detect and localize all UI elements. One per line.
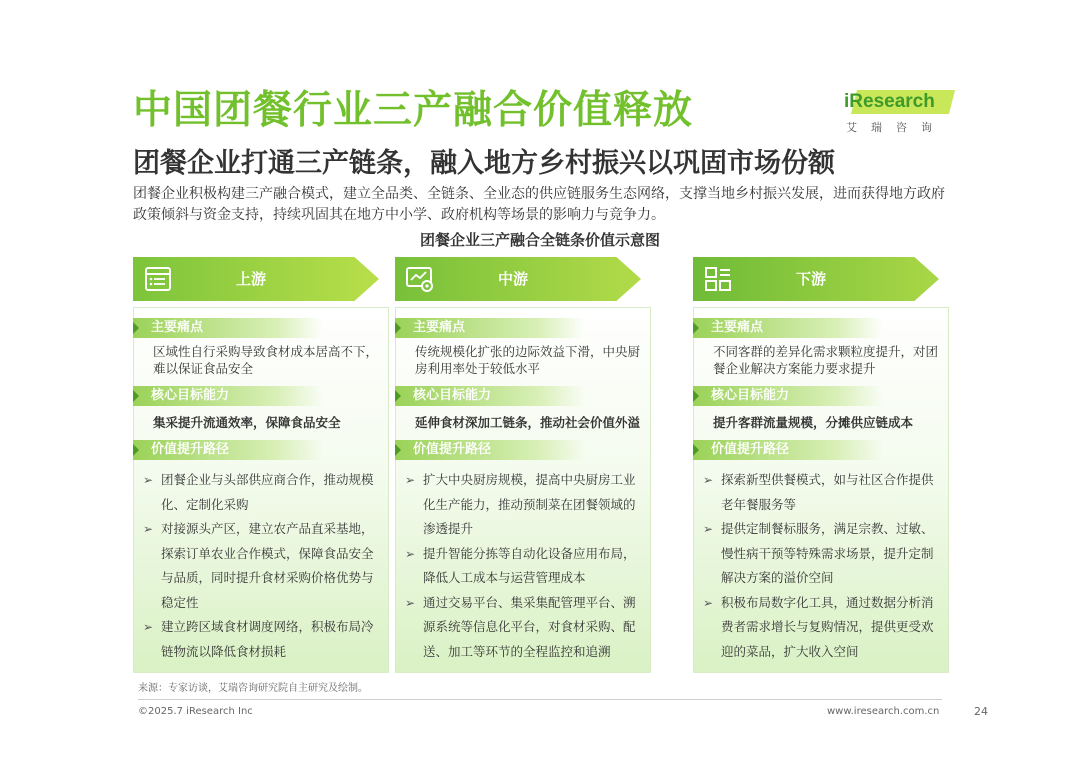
logo-text: iResearch [844,91,935,112]
value-path-list [141,468,381,664]
chevron-right-icon: ➢ [143,473,154,487]
list-item [701,517,941,591]
section-header-label: 价值提升路径 [711,442,790,457]
list-item [141,517,381,615]
core-goal-text: 提升客群流量规模，分摊供应链成本 [713,415,914,430]
section-header-pain [693,318,883,338]
chevron-right-icon: ➢ [405,595,416,610]
chevron-right-icon: ➢ [143,522,154,536]
list-item-text: 提供定制餐标服务，满足宗教、过敏、慢性病干预等特殊需求场景，提升定制解决方案的溢价空间 [721,521,934,585]
stage-label: 上游 [235,270,266,288]
section-header-path [395,440,585,460]
value-path-list [701,468,941,664]
list-item [701,468,941,517]
section-header-label: 核心目标能力 [711,388,790,403]
pain-point-text: 传统规模化扩张的边际效益下滑，中央厨房利用率处于较低水平 [415,344,641,376]
list-item [141,468,381,517]
list-item-text: 积极布局数字化工具，通过数据分析消费者需求增长与复购情况，提供更受欢迎的菜品，扩大收入空间 [721,594,934,659]
section-header-label: 核心目标能力 [413,388,492,403]
section-header-label: 主要痛点 [151,320,204,335]
column-upstream [133,257,389,673]
list-item-text: 扩大中央厨房规模，提高中央厨房工业化生产能力，推动预制菜在团餐领域的渗透提升 [423,472,636,536]
list-item-text: 团餐企业与头部供应商合作，推动规模化、定制化采购 [161,472,374,512]
list-item-text: 提升智能分拣等自动化设备应用布局，降低人工成本与运营管理成本 [423,545,636,585]
section-header-label: 核心目标能力 [151,388,230,403]
pain-point-text: 不同客群的差异化需求颗粒度提升，对团餐企业解决方案能力要求提升 [713,344,939,376]
list-item-text: 探索新型供餐模式，如与社区合作提供老年餐服务等 [721,472,934,512]
column-downstream [693,257,949,673]
footer-divider [138,699,942,700]
list-item [403,542,643,591]
chevron-right-icon: ➢ [703,473,714,487]
section-header-label: 主要痛点 [711,320,764,335]
section-header-label: 价值提升路径 [151,442,230,457]
website-link[interactable]: www.iresearch.com.cn [827,706,940,717]
section-header-path [133,440,323,460]
list-item-text: 对接源头产区，建立农产品直采基地，探索订单农业合作模式，保障食品安全与品质，同时提升食材采购价格优势与稳定性 [161,521,374,610]
section-header-goal [395,386,585,406]
section-header-label: 主要痛点 [413,320,466,335]
chevron-right-icon: ➢ [405,546,416,561]
source-note: 来源：专家访谈，艾瑞咨询研究院自主研究及绘制。 [138,683,368,694]
chevron-right-icon: ➢ [405,473,416,487]
section-header-pain [133,318,323,338]
list-item [403,468,643,542]
stage-label: 下游 [795,270,826,288]
value-path-list [403,468,643,664]
list-item-text: 建立跨区域食材调度网络，积极布局冷链物流以降低食材损耗 [161,619,374,659]
section-header-label: 价值提升路径 [413,442,492,457]
column-midstream [395,257,651,673]
page-title: 中国团餐行业三产融合价值释放 [133,88,694,133]
list-item [141,615,381,664]
diagram-title: 团餐企业三产融合全链条价值示意图 [419,231,660,249]
section-header-path [693,440,883,460]
intro-paragraph: 团餐企业积极构建三产融合模式，建立全品类、全链条、全业态的供应链服务生态网络，支撑当地乡村振兴发展，进而获得地方政府政策倾斜与资金支持，持续巩固其在地方中小学、政府机构等场景的影响力与竞争力。 [133,186,945,223]
iresearch-logo [840,86,955,140]
logo-subtext: 艾瑞咨询 [846,121,946,134]
section-header-pain [395,318,585,338]
list-item [701,591,941,665]
core-goal-text: 集采提升流通效率，保障食品安全 [153,415,341,430]
chevron-right-icon: ➢ [703,522,714,536]
chevron-right-icon: ➢ [703,595,714,610]
list-item [403,591,643,665]
section-header-goal [693,386,883,406]
stage-label: 中游 [497,270,528,288]
pain-point-text: 区域性自行采购导致食材成本居高不下，难以保证食品安全 [153,344,379,376]
section-header-goal [133,386,323,406]
chevron-right-icon: ➢ [143,620,154,634]
list-item-text: 通过交易平台、集采集配管理平台、溯源系统等信息化平台，对食材采购、配送、加工等环节的全程监控和追溯 [423,594,636,659]
copyright-text: ©2025.7 iResearch Inc [138,706,253,717]
core-goal-text: 延伸食材深加工链条，推动社会价值外溢 [415,415,641,430]
page-number: 24 [974,705,988,718]
page-subtitle: 团餐企业打通三产链条，融入地方乡村振兴以巩固市场份额 [133,148,835,179]
